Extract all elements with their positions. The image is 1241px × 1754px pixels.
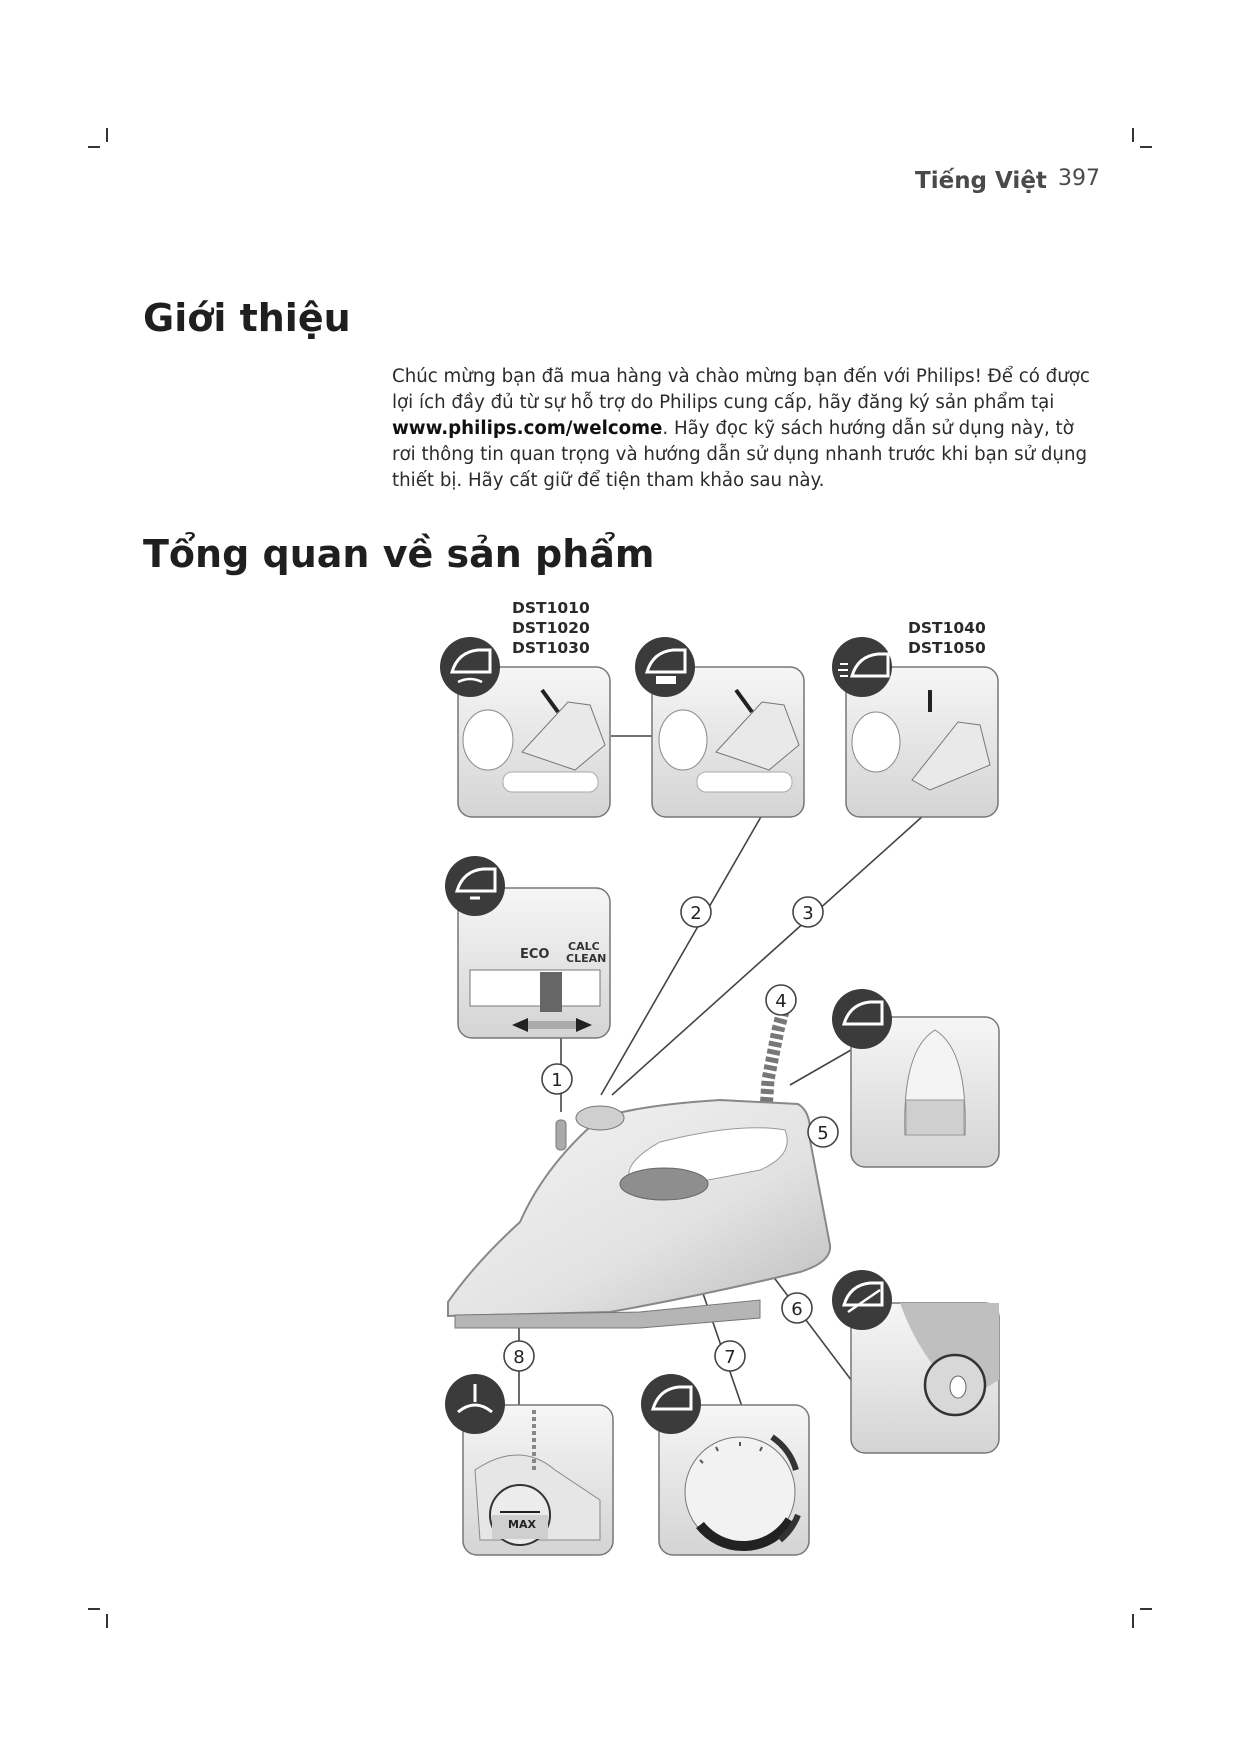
callout-3	[793, 897, 823, 927]
intro-text-part-2: . Hãy đọc kỹ sách hướng dẫn sử dụng này, tờ rơi thông tin quan trọng và hướng dẫn sử dụng nhanh trước khi bạn sử dụng thiết bị. Hãy cất giữ để tiện tham khảo sau này.	[392, 418, 1088, 491]
overview-heading: Tổng quan về sản phẩm	[143, 532, 655, 576]
page-number: 397	[1058, 166, 1100, 191]
calc-label: CALC	[568, 940, 600, 953]
language-label: Tiếng Việt	[915, 168, 1047, 194]
model-name: DST1030	[512, 639, 590, 657]
steam-selector-icon	[445, 856, 505, 916]
callout-number: 6	[791, 1299, 803, 1320]
steam-icon	[440, 637, 500, 697]
callout-number: 1	[551, 1070, 563, 1091]
eco-label: ECO	[520, 947, 550, 962]
callout-7	[715, 1341, 745, 1371]
callout-5	[808, 1117, 838, 1147]
temperature-icon	[641, 1374, 701, 1434]
steam-boost-icon	[635, 637, 695, 697]
callout-number: 7	[724, 1347, 736, 1368]
intro-text-part-1: Chúc mừng bạn đã mua hàng và chào mừng bạn đến với Philips! Để có được lợi ích đầy đủ từ sự hỗ trợ do Philips cung cấp, hãy đăng ký sản phẩm tại	[392, 366, 1090, 413]
steam-boost-button-icon	[832, 1270, 892, 1330]
max-label: MAX	[508, 1518, 536, 1531]
steam-iron	[448, 1100, 830, 1328]
spray-icon	[832, 637, 892, 697]
soleplate-icon	[832, 989, 892, 1049]
callout-number: 4	[775, 991, 787, 1012]
callout-8	[504, 1341, 534, 1371]
callout-2	[681, 897, 711, 927]
welcome-link[interactable]: www.philips.com/welcome	[392, 418, 663, 439]
model-name: DST1050	[908, 639, 986, 657]
callout-4	[766, 985, 796, 1015]
model-name: DST1020	[512, 619, 590, 637]
power-cord	[766, 1000, 786, 1110]
callout-number: 5	[817, 1123, 829, 1144]
water-fill-icon	[445, 1374, 505, 1434]
callout-number: 2	[690, 903, 702, 924]
callout-number: 8	[513, 1347, 525, 1368]
model-name: DST1040	[908, 619, 986, 637]
model-name: DST1010	[512, 599, 590, 617]
clean-label: CLEAN	[566, 952, 607, 965]
callout-number: 3	[802, 903, 814, 924]
callout-1	[542, 1064, 572, 1094]
intro-heading: Giới thiệu	[143, 296, 351, 340]
callout-6	[782, 1293, 812, 1323]
